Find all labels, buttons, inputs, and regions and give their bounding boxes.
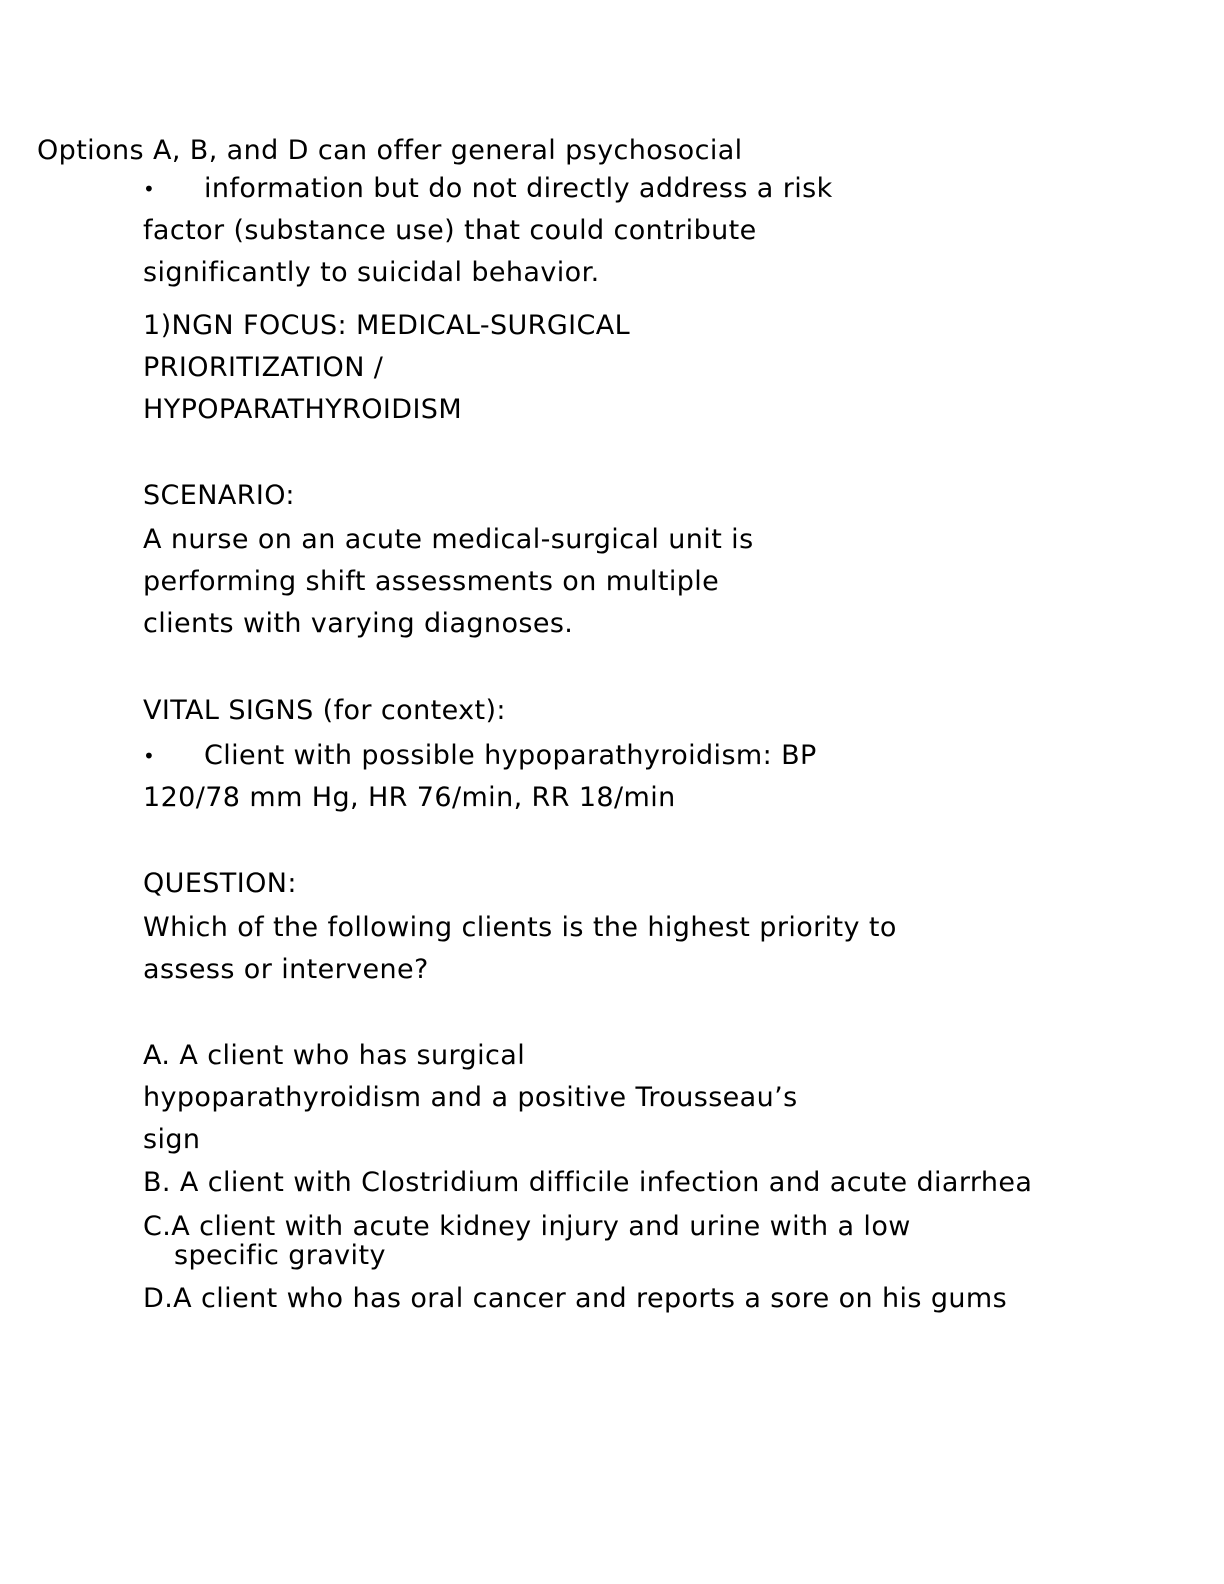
option-d: D.A client who has oral cancer and reports a sore on his gums: [143, 1283, 1008, 1314]
question-line-1: Which of the following clients is the highest priority to: [143, 912, 897, 943]
vitals-heading: VITAL SIGNS (for context):: [143, 695, 506, 726]
focus-line-3: HYPOPARATHYROIDISM: [143, 394, 463, 425]
option-a-line-1: A. A client who has surgical: [143, 1040, 526, 1071]
intro-line-1: Options A, B, and D can offer general psychosocial: [37, 135, 743, 166]
focus-line-1: 1)NGN FOCUS: MEDICAL-SURGICAL: [143, 310, 631, 341]
intro-line-4: significantly to suicidal behavior.: [143, 257, 600, 288]
option-c-line-2: specific gravity: [174, 1240, 386, 1271]
scenario-line-2: performing shift assessments on multiple: [143, 566, 720, 597]
question-heading: QUESTION:: [143, 868, 297, 899]
vitals-bullet: •: [143, 744, 156, 768]
option-a-line-2: hypoparathyroidism and a positive Trousseau’s: [143, 1082, 798, 1113]
intro-line-2: information but do not directly address a risk: [204, 173, 833, 204]
intro-line-3: factor (substance use) that could contribute: [143, 215, 757, 246]
question-line-2: assess or intervene?: [143, 954, 429, 985]
scenario-heading: SCENARIO:: [143, 480, 295, 511]
scenario-line-1: A nurse on an acute medical-surgical unit is: [143, 524, 754, 555]
vitals-line-2: 120/78 mm Hg, HR 76/min, RR 18/min: [143, 782, 676, 813]
option-a-line-3: sign: [143, 1124, 201, 1155]
focus-line-2: PRIORITIZATION /: [143, 352, 384, 383]
intro-bullet: •: [143, 177, 156, 201]
scenario-line-3: clients with varying diagnoses.: [143, 608, 574, 639]
option-b: B. A client with Clostridium difficile infection and acute diarrhea: [143, 1167, 1033, 1198]
option-c-line-1: C.A client with acute kidney injury and urine with a low: [143, 1211, 911, 1242]
vitals-line-1: Client with possible hypoparathyroidism: BP: [204, 740, 817, 771]
